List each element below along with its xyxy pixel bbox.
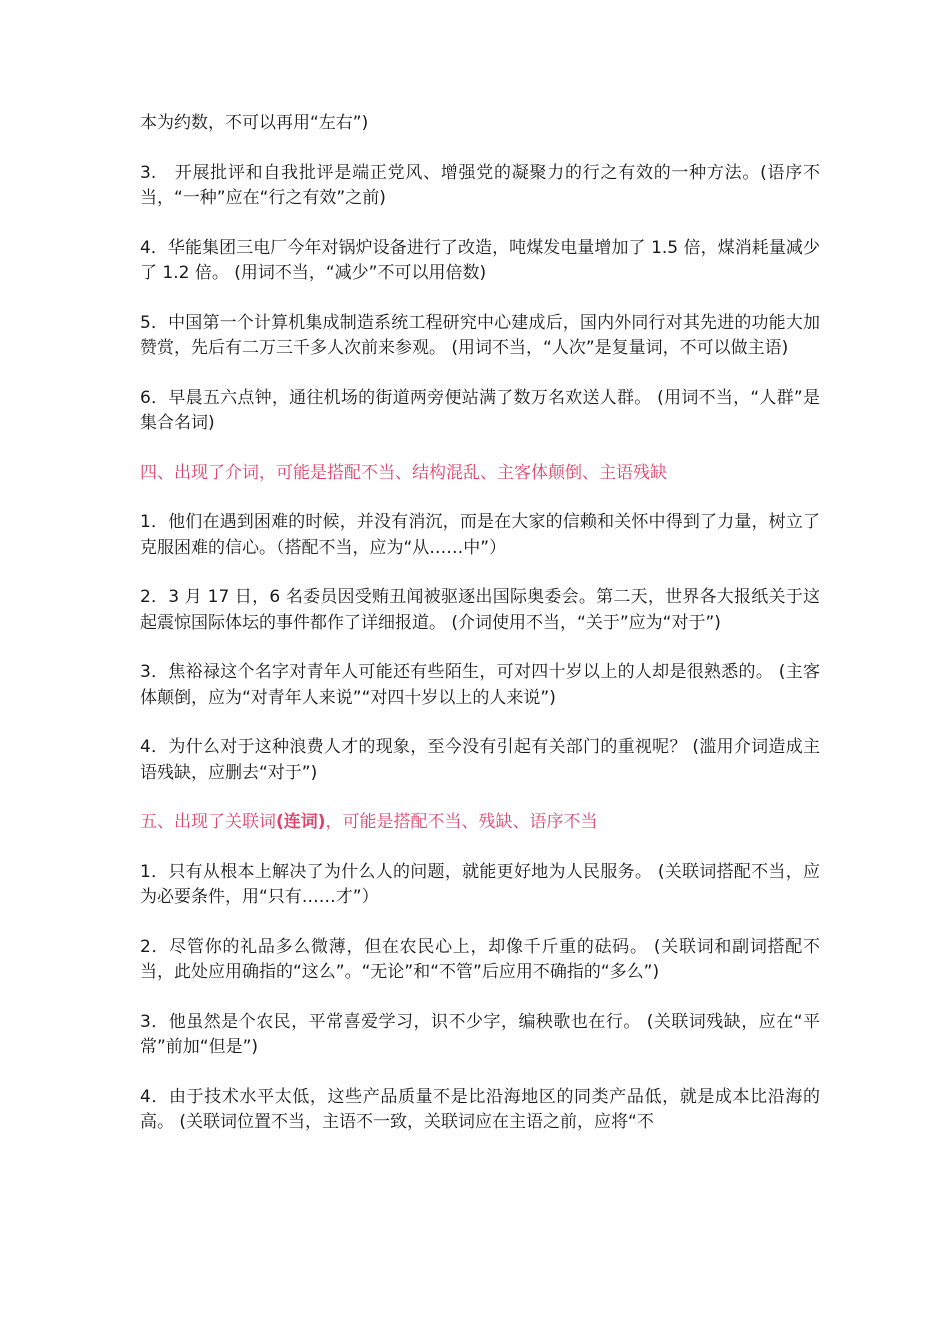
paragraph: 本为约数，不可以再用“左右”) (140, 113, 369, 133)
paragraph: 3. 开展批评和自我批评是端正党风、增强党的凝聚力的行之有效的一种方法。(语序不当，“一种”应在“行之有效”之前) (140, 162, 820, 208)
paragraph: 5．中国第一个计算机集成制造系统工程研究中心建成后，国内外同行对其先进的功能大加赞赏，先后有二万三千多人次前来参观。 (用词不当，“人次”是复量词，不可以做主语) (140, 312, 820, 358)
paragraph: 2．3 月 17 日，6 名委员因受贿丑闻被驱逐出国际奥委会。第二天，世界各大报纸关于这起震惊国际体坛的事件都作了详细报道。 (介词使用不当，“关于”应为“对于”) (140, 587, 820, 633)
document-page (140, 111, 820, 1160)
paragraph: 1．只有从根本上解决了为什么人的问题，就能更好地为人民服务。 (关联词搭配不当，应为必要条件，用“只有……才”） (140, 861, 820, 907)
paragraph: 4．由于技术水平太低，这些产品质量不是比沿海地区的同类产品低，就是成本比沿海的高。 (关联词位置不当，主语不一致，关联词应在主语之前，应将“不 (140, 1086, 820, 1132)
paragraph: 3．他虽然是个农民，平常喜爱学习，识不少字，编秧歌也在行。 (关联词残缺，应在“平常”前加“但是”) (140, 1011, 820, 1057)
section-heading-five (140, 810, 820, 836)
section-heading-four: 四、出现了介词，可能是搭配不当、结构混乱、主客体颠倒、主语残缺 (140, 462, 667, 483)
paragraph: 2．尽管你的礼品多么微薄，但在农民心上，却像千斤重的砝码。 (关联词和副词搭配不当，此处应用确指的“这么”。“无论”和“不管”后应用不确指的“多么”) (140, 936, 820, 982)
heading-five-part-a: 五、出现了关联词 (140, 812, 276, 832)
paragraph: 4．华能集团三电厂今年对锅炉设备进行了改造，吨煤发电量增加了 1.5 倍，煤消耗量减少了 1.2 倍。 (用词不当，“减少”不可以用倍数) (140, 237, 820, 283)
heading-five-part-c: ，可能是搭配不当、残缺、语序不当 (325, 812, 598, 832)
paragraph: 3．焦裕禄这个名字对青年人可能还有些陌生，可对四十岁以上的人却是很熟悉的。 (主客体颠倒，应为“对青年人来说”“对四十岁以上的人来说”) (140, 662, 820, 708)
paragraph: 1．他们在遇到困难的时候，并没有消沉，而是在大家的信赖和关怀中得到了力量，树立了克服困难的信心。（搭配不当，应为“从……中”） (140, 512, 820, 558)
paragraph: 4．为什么对于这种浪费人才的现象，至今没有引起有关部门的重视呢？ (滥用介词造成主语残缺，应删去“对于”) (140, 737, 820, 783)
heading-five-part-b: (连词) (276, 812, 326, 832)
paragraph: 6．早晨五六点钟，通往机场的街道两旁便站满了数万名欢送人群。 (用词不当，“人群”是集合名词) (140, 387, 820, 433)
